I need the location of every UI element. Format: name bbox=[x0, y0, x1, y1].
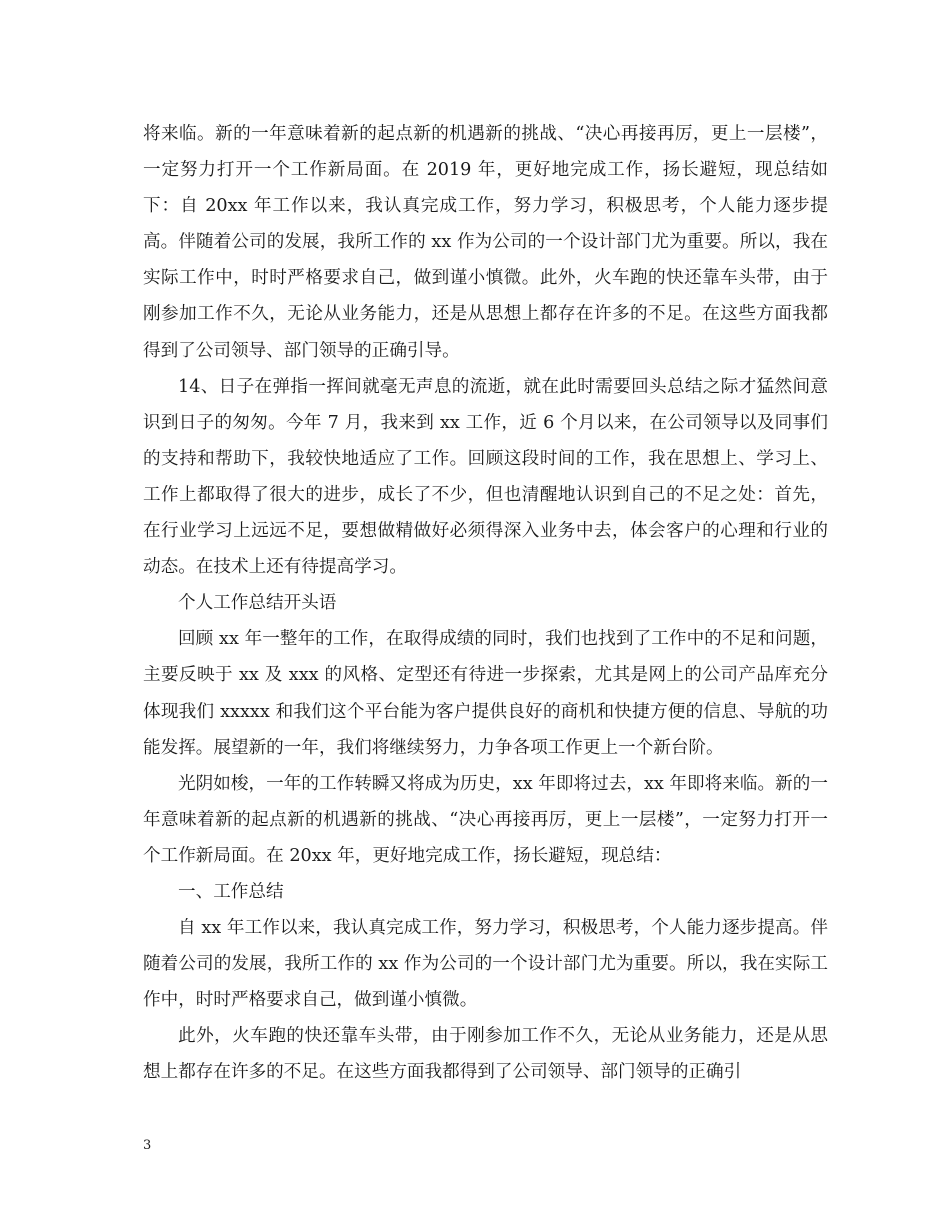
section-heading-work-summary: 一、工作总结 bbox=[178, 881, 284, 902]
paragraph-5: 自 xx 年工作以来，我认真完成工作，努力学习，积极思考，个人能力逐步提高。伴随着公司的发展，我所工作的 xx 作为公司的一个设计部门尤为重要。所以，我在实际工作中，时时严格要求自己，做到谨小慎微。 bbox=[143, 918, 828, 1011]
paragraph-1: 将来临。新的一年意味着新的起点新的机遇新的挑战、“决心再接再厉，更上一层楼”，一定努力打开一个工作新局面。在 2019 年，更好地完成工作，扬长避短，现总结如下：自 20xx 年工作以来，我认真完成工作，努力学习，积极思考，个人能力逐步提高。伴随着公司的发展，我所工作的 xx 作为公司的一个设计部门尤为重要。所以，我在实际工作中，时时严格要求自己，做到谨小慎微。此外，火车跑的快还靠车头带，由于刚参加工作不久，无论从业务能力，还是从思想上都存在许多的不足。在这些方面我都得到了公司领导、部门领导的正确引导。 bbox=[143, 124, 828, 361]
paragraph-4: 光阴如梭，一年的工作转瞬又将成为历史，xx 年即将过去，xx 年即将来临。新的一年意味着新的起点新的机遇新的挑战、“决心再接再厉，更上一层楼”，一定努力打开一个工作新局面。在 20xx 年，更好地完成工作，扬长避短，现总结： bbox=[143, 773, 828, 866]
paragraph-3: 回顾 xx 年一整年的工作，在取得成绩的同时，我们也找到了工作中的不足和问题，主要反映于 xx 及 xxx 的风格、定型还有待进一步探索，尤其是网上的公司产品库充分体现我们 xxxxx 和我们这个平台能为客户提供良好的商机和快捷方便的信息、导航的功能发挥。展望新的一年，我们将继续努力，力争各项工作更上一个新台阶。 bbox=[143, 629, 828, 758]
paragraph-2: 14、日子在弹指一挥间就毫无声息的流逝，就在此时需要回头总结之际才猛然间意识到日子的匆匆。今年 7 月，我来到 xx 工作，近 6 个月以来，在公司领导以及同事们的支持和帮助下，我较快地适应了工作。回顾这段时间的工作，我在思想上、学习上、工作上都取得了很大的进步，成长了不少，但也清醒地认识到自己的不足之处：首先，在行业学习上远远不足，要想做精做好必须得深入业务中去，体会客户的心理和行业的动态。在技术上还有待提高学习。 bbox=[143, 376, 828, 578]
document-body bbox=[143, 116, 828, 1091]
section-heading-opening: 个人工作总结开头语 bbox=[178, 593, 337, 614]
paragraph-6: 此外，火车跑的快还靠车头带，由于刚参加工作不久，无论从业务能力，还是从思想上都存在许多的不足。在这些方面我都得到了公司领导、部门领导的正确引 bbox=[143, 1026, 828, 1083]
page-number: 3 bbox=[143, 1138, 152, 1153]
